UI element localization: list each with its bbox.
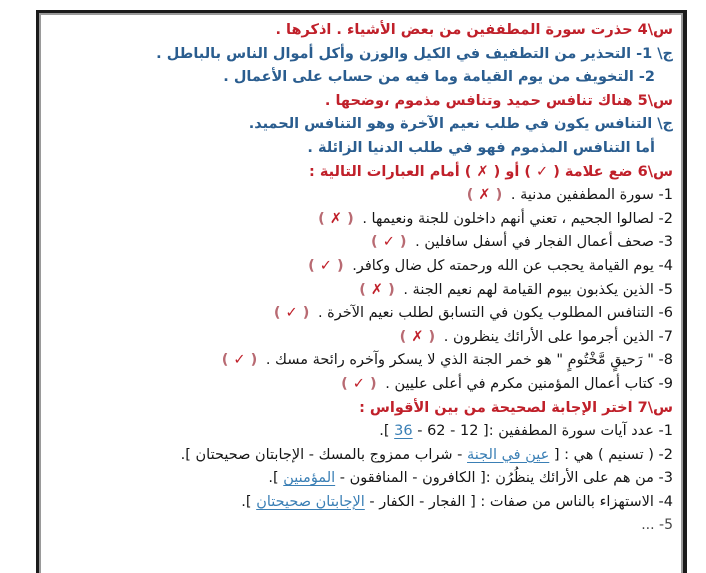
document-frame: [36, 10, 687, 573]
tf-item-text: 1- سورة المطففين مدنية .: [510, 187, 673, 204]
check-mark-icon: ( ✓ ): [341, 375, 377, 392]
check-mark-icon: ( ✓ ): [221, 352, 258, 369]
mc-item-4: [53, 491, 673, 515]
answer-5-1: ج\ التنافس يكون في طلب نعيم الآخرة وهو التنافس الحميد.: [248, 116, 673, 133]
mc-item-prefix: 4- الاستهزاء بالناس من صفات : [ الفجار - الكفار -: [364, 493, 673, 510]
cross-mark-icon: ( ✗ ): [399, 328, 436, 345]
check-mark-icon: ( ✓ ): [273, 305, 310, 322]
tf-item-6: [53, 302, 673, 326]
answer-5-2: أما التنافس المذموم فهو في طلب الدنيا الزائلة .: [307, 139, 655, 156]
tf-item-text: 5- الذين يكذبون بيوم القيامة لهم نعيم الجنة .: [403, 281, 673, 298]
mc-item-suffix: ].: [379, 423, 395, 440]
tf-item-3: [53, 231, 673, 255]
mc-item-1: [53, 420, 673, 444]
mc-item-3: [53, 467, 673, 491]
selected-answer: المؤمنين: [283, 470, 336, 487]
answer-4-2: 2- التخويف من يوم القيامة وما فيه من حساب على الأعمال .: [223, 69, 655, 86]
tf-item-text: 7- الذين أجرموا على الأرائك ينظرون .: [443, 328, 673, 345]
tf-item-text: 8- " رَحيقٍ مَّخْتُومٍ " هو خمر الجنة الذي لا يسكر وآخره رائحة مسك .: [265, 352, 673, 369]
worksheet-content: [53, 19, 673, 538]
tf-item-5: [53, 279, 673, 303]
mc-item-suffix: - شراب ممزوج بالمسك - الإجابتان صحيحتان ].: [180, 446, 468, 463]
selected-answer: عين في الجنة: [467, 446, 550, 463]
mc-item-prefix: 2- ( تسنيم ) هي : [: [549, 446, 673, 463]
question-5: س\5 هناك تنافس حميد وتنافس مذموم ،وضحها .: [324, 92, 673, 109]
mc-item-5-partial: 5- ...: [641, 517, 673, 534]
check-mark-icon: ( ✓ ): [371, 234, 407, 251]
selected-answer: 36: [394, 423, 413, 440]
tf-item-8: [53, 349, 673, 373]
check-mark-icon: ( ✓ ): [308, 257, 344, 274]
mc-item-2: [53, 444, 673, 468]
mc-item-suffix: ].: [241, 493, 257, 510]
mc-item-prefix: 3- من هم على الأرائك ينظُرُن :[ الكافرون - المنافقون -: [335, 470, 673, 487]
answer-4-1: ج\ 1- التحذير من التطفيف في الكيل والوزن وأكل أموال الناس بالباطل .: [156, 45, 673, 62]
mc-item-suffix: ].: [268, 470, 284, 487]
tf-item-text: 2- لصالوا الجحيم ، تعني أنهم داخلون للجنة ونعيمها .: [362, 210, 673, 227]
question-4: س\4 حذرت سورة المطففين من بعض الأشياء . اذكرها .: [275, 22, 673, 38]
cross-mark-icon: ( ✗ ): [318, 210, 354, 227]
tf-item-9: [53, 373, 673, 397]
question-7: س\7 اختر الإجابة لصحيحة من بين الأقواس :: [359, 399, 673, 416]
tf-item-4: [53, 255, 673, 279]
tf-item-text: 4- يوم القيامة يحجب عن الله ورحمته كل ضال وكافر.: [352, 257, 673, 274]
tf-item-text: 6- التنافس المطلوب يكون في التسابق لطلب نعيم الآخرة .: [317, 305, 673, 322]
tf-item-2: [53, 208, 673, 232]
cross-mark-icon: ( ✗ ): [359, 281, 395, 298]
cross-mark-icon: ( ✗ ): [466, 187, 503, 204]
tf-item-1: [53, 184, 673, 208]
tf-item-7: [53, 326, 673, 350]
selected-answer: الإجابتان صحيحتان: [256, 493, 365, 510]
mc-item-prefix: 1- عدد آيات سورة المطففين :[ 12 - 62 -: [412, 423, 673, 440]
question-6: س\6 ضع علامة ( ✓ ) أو ( ✗ ) أمام العبارات التالية :: [308, 163, 673, 180]
tf-item-text: 9- كتاب أعمال المؤمنين مكرم في أعلى عليين .: [385, 375, 673, 392]
tf-item-text: 3- صحف أعمال الفجار في أسفل سافلين .: [415, 234, 673, 251]
